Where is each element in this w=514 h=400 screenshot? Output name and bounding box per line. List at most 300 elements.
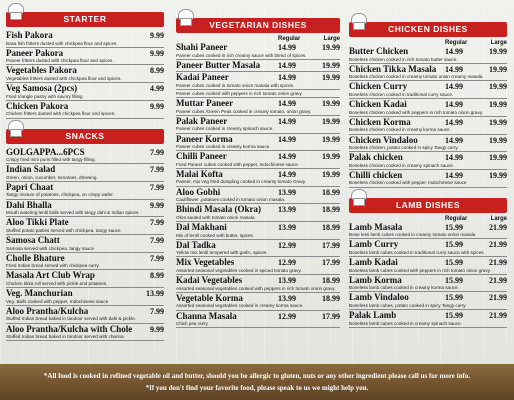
menu-item-description: Bone less lamb cubes cooked in creamy tomato onion masala.	[349, 232, 477, 238]
menu-item-name: Chilli Paneer	[176, 151, 227, 162]
menu-item	[6, 218, 164, 235]
menu-item-row	[176, 312, 340, 322]
size-large-label: Large	[490, 215, 507, 222]
menu-item-name: Aloo Tikki Plate	[6, 217, 69, 228]
menu-item-description: Yellow mix lentil tempered with garlic, spices.	[176, 250, 268, 256]
footer-allergy-note: *All food is cooked in refined vegetable oil and butter, should you be allergic to gluten, nuts or any other ingredient please call us for more info.	[43, 372, 471, 380]
menu-item-price: 7.99	[150, 236, 164, 246]
starter-banner	[6, 12, 164, 27]
menu-item-row	[6, 325, 164, 335]
menu-item	[176, 73, 340, 90]
menu-item-price-large: 19.99	[489, 153, 507, 163]
menu-item-description: Crispy fried mini puris filled with tangy filling.	[6, 157, 96, 163]
menu-item-price-regular: 15.99	[445, 311, 463, 321]
menu-item-price: 7.99	[150, 182, 164, 192]
menu-item-price-large: 19.99	[489, 170, 507, 180]
menu-item-description: Boneless chicken cooked in creamy spinach sauce.	[349, 162, 454, 168]
menu-item-price: 7.99	[150, 253, 164, 263]
menu-item-name: Butter Chicken	[349, 46, 409, 56]
menu-item-description: Assorted seasonal vegetables cooked in creamy korma sauce.	[176, 303, 304, 309]
menu-item-price-large: 19.99	[322, 73, 340, 83]
menu-item	[349, 136, 507, 153]
chef-hat-icon	[178, 9, 192, 25]
menu-item-name: Dahi Bhalla	[6, 199, 52, 210]
menu-item-row	[6, 236, 164, 246]
menu-item-description: Stuffed Indian bread baked in tandoor served with dahi & pickle.	[6, 316, 136, 322]
menu-item	[6, 148, 164, 165]
chef-hat-icon	[8, 3, 22, 19]
menu-item-price-regular: 15.99	[445, 240, 463, 250]
menu-item-description: Chick pea curry	[176, 321, 208, 327]
menu-item-description: Fried Indian bread served with chickpea curry.	[6, 263, 100, 269]
menu-item-row	[6, 49, 164, 59]
menu-item	[6, 84, 164, 101]
menu-item-price: 9.99	[150, 200, 164, 210]
footer	[0, 364, 514, 400]
menu-item-description: Paneer cubes cooked in creamy korma sauce.	[176, 144, 271, 150]
menu-item-price-regular: 13.99	[278, 223, 296, 233]
menu-item-name: Chilli chicken	[349, 169, 403, 180]
menu-item	[349, 118, 507, 135]
menu-item	[349, 65, 507, 82]
menu-item-description: Mix of lentil cooked with butter, spices.	[176, 232, 255, 238]
menu-item-row	[6, 254, 164, 264]
menu-item-divider	[6, 340, 164, 341]
menu-item-row	[6, 183, 164, 193]
menu-item-description: Paneer, mix veg fried dumpling cooked in creamy tomato Gravy.	[176, 179, 307, 185]
menu-item-name: Veg Samosa (2pcs)	[6, 83, 78, 94]
menu-item-row	[176, 43, 340, 53]
menu-item-name: Aloo Prantha/Kulcha with Chole	[6, 323, 133, 334]
menu-item-price-regular: 14.99	[278, 43, 296, 52]
menu-item-row	[349, 258, 507, 268]
menu-item-row	[6, 148, 164, 158]
menu-item-name: Cholle Bhature	[6, 252, 65, 263]
menu-item-name: Chicken Pakora	[6, 100, 69, 111]
menu-item-price-regular: 13.99	[278, 276, 296, 286]
menu-item-description: Boneless chicken cooked in creamy korma sauce.	[349, 127, 451, 133]
menu-item	[349, 100, 507, 117]
menu-item-description: Boneless lamb cubes cooked in traditional curry sauce with spices.	[349, 249, 485, 255]
menu-item-price: 4.99	[150, 84, 164, 94]
menu-item-description: Vegetables fritters dusted with chickpea flour and spices.	[6, 75, 122, 81]
menu-item-price: 13.99	[146, 289, 164, 299]
menu-item	[6, 271, 164, 288]
snacks-list	[6, 148, 164, 342]
menu-item	[6, 31, 164, 48]
menu-item	[6, 307, 164, 324]
menu-item-price-large: 21.99	[489, 275, 507, 285]
menu-item-price-regular: 14.99	[445, 100, 463, 110]
menu-item-name: Kadai Paneer	[176, 72, 229, 83]
menu-item-price-large: 19.99	[322, 60, 340, 70]
menu-item-name: Muttar Paneer	[176, 98, 234, 109]
menu-item-row	[176, 241, 340, 251]
left-column	[6, 6, 164, 341]
menu-item-price-large: 21.99	[489, 240, 507, 250]
menu-item-row	[6, 218, 164, 228]
starter-title: STARTER	[63, 14, 107, 24]
middle-column	[176, 6, 340, 328]
menu-item-row	[176, 170, 340, 180]
menu-item-row	[349, 311, 507, 321]
menu-item-row	[6, 165, 164, 175]
menu-item-description: Fried triangle pastry with savory filling	[6, 93, 83, 99]
menu-item-name: Chicken Korma	[349, 116, 411, 127]
menu-item-row	[349, 293, 507, 303]
menu-item-row	[6, 31, 164, 41]
menu-item-row	[176, 152, 340, 162]
chef-hat-icon	[8, 120, 22, 136]
menu-item-price-large: 19.99	[489, 135, 507, 145]
menu-item-description: Boneless lamb cubes cooked in creamy spinach sauce.	[349, 320, 462, 326]
menu-item-price-large: 19.99	[489, 117, 507, 127]
chicken-list	[349, 47, 507, 188]
menu-item-description: Okra sauted with tomato onion masala.	[176, 214, 256, 220]
menu-item-name: Chicken Vindaloo	[349, 134, 418, 145]
menu-item-price: 8.99	[150, 271, 164, 281]
menu-item-name: Dal Makhani	[176, 222, 227, 233]
menu-item-price-regular: 14.99	[445, 153, 463, 163]
menu-item-row	[349, 153, 507, 163]
chef-hat-icon	[351, 13, 365, 29]
size-regular-label: Regular	[445, 40, 468, 46]
menu-item-price-large: 19.99	[322, 116, 340, 126]
size-large-label: Large	[323, 36, 340, 42]
menu-item-price-regular: 15.99	[445, 222, 463, 232]
menu-item-price: 7.99	[150, 147, 164, 157]
menu-item-name: Lamb Masala	[349, 221, 403, 232]
menu-item-price: 9.99	[150, 324, 164, 334]
menu-item	[6, 183, 164, 200]
menu-item-description: Boneless lamb cubes cooked with peppers in rich tomato onion gravy.	[349, 267, 491, 273]
menu-item-description: Paneer cubes /Green Peas cooked in creamy tomato, onion gravy.	[176, 108, 312, 114]
menu-item-price-regular: 15.99	[445, 258, 463, 268]
menu-item-name: Paneer Butter Masala	[176, 59, 261, 70]
menu-item-description: Boneless chicken cooked in rich tomato butter sauce.	[349, 56, 458, 62]
veg-banner	[176, 18, 340, 33]
chicken-title: CHICKEN DISHES	[388, 24, 468, 34]
menu-item-description: Paneer cubes cooked in tomato onion masala with spices.	[176, 82, 295, 88]
menu-item-name: Palak Paneer	[176, 115, 228, 126]
menu-item	[349, 276, 507, 293]
menu-item	[349, 293, 507, 310]
menu-item	[6, 254, 164, 271]
lamb-size-header	[349, 216, 507, 222]
menu-item-name: Masala Art Club Wrap	[6, 270, 95, 281]
menu-item-name: Shahi Paneer	[176, 42, 228, 52]
menu-item-row	[176, 135, 340, 145]
menu-item-description: Chicken fritters dusted with chickpea flour and spices.	[6, 111, 116, 117]
menu-item-description: Paneer cubes cooked in rich creamy sauce with blend of spices.	[176, 52, 307, 58]
menu-item-description: Fried Paneer cubes cooked with pepper, Indochinese sauce.	[176, 161, 300, 167]
menu-item-price-large: 17.99	[322, 258, 340, 268]
menu-item-row	[6, 84, 164, 94]
menu-item-description: Boneless chicken cooked with peppers in rich tomato onion gravy.	[349, 109, 483, 115]
menu-item	[176, 152, 340, 169]
menu-item-description: Green, onion, cucumber, tomatoes, dressing.	[6, 174, 98, 180]
size-regular-label: Regular	[445, 215, 468, 222]
right-column	[349, 6, 507, 328]
menu-item	[176, 223, 340, 240]
menu-item-price-large: 21.99	[489, 222, 507, 232]
menu-item-price-large: 19.99	[489, 100, 507, 110]
menu-item-description: Boneless chicken cooked in creamy tomato onion creamy masala.	[349, 74, 484, 80]
menu-item-description: Boneless lamb cubes cooked in creamy korma sauce.	[349, 285, 459, 291]
menu-item-price-regular: 12.99	[278, 311, 296, 321]
menu-item-row	[176, 276, 340, 286]
menu-item-row	[349, 171, 507, 181]
menu-item-price-large: 21.99	[489, 293, 507, 303]
menu-item-row	[349, 240, 507, 250]
menu-item-price-regular: 14.99	[445, 82, 463, 92]
lamb-banner	[349, 198, 507, 213]
menu-item-divider	[176, 89, 340, 90]
menu-item-description: Samosa served with chickpea, tangy sauce	[6, 245, 95, 251]
menu-item-price-regular: 14.99	[278, 99, 296, 109]
menu-item-divider	[6, 118, 164, 119]
menu-item-name: Lamb Vindaloo	[349, 292, 409, 303]
snacks-title: SNACKS	[65, 130, 105, 141]
menu-item	[176, 276, 340, 293]
size-large-label: Large	[490, 40, 507, 46]
menu-item-description: Boneless chicken cooked with pepper, Indochinese sauce	[349, 180, 467, 186]
menu-item-description: Stuffed Indian bread baked in tandoor served with channa	[6, 334, 124, 340]
menu-item-description: Stuffed potato patties served with chickpea, tangy sauce.	[6, 227, 122, 233]
menu-item-price-regular: 14.99	[278, 116, 296, 126]
menu-item	[176, 312, 340, 329]
menu-item-name: Dal Tadka	[176, 239, 216, 250]
lamb-list	[349, 223, 507, 328]
menu-item-price-regular: 14.99	[278, 60, 296, 70]
menu-item-description: Tangy mixture of potatoes, chickpea, on crispy wafer.	[6, 192, 114, 198]
menu-item	[349, 223, 507, 240]
menu-item-description: Paneer fritters dusted with chickpea flour and spices.	[6, 58, 114, 64]
menu-item-row	[176, 258, 340, 268]
menu-item-price-large: 18.99	[322, 293, 340, 303]
menu-item-description: Paneer cubes cooked in creamy spinach sauce.	[176, 126, 274, 132]
menu-item	[176, 61, 340, 73]
menu-item-row	[349, 276, 507, 286]
menu-item-price: 9.99	[150, 101, 164, 111]
menu-item-price-large: 17.99	[322, 311, 340, 321]
menu-item-price-large: 18.99	[322, 187, 340, 197]
menu-item-name: Vegetables Pakora	[6, 65, 77, 76]
menu-item-row	[349, 223, 507, 233]
menu-item-price: 9.99	[150, 31, 164, 40]
menu-item-name: Kadai Vegetables	[176, 275, 243, 286]
menu-item	[6, 325, 164, 342]
menu-item	[6, 165, 164, 182]
menu-item	[6, 289, 164, 306]
menu-item-name: Chicken Kadai	[349, 99, 407, 110]
menu-item-price-regular: 14.99	[445, 47, 463, 56]
menu-item-description: Boneless chicken cooked in traditional curry sauce.	[349, 91, 454, 97]
menu-item-row	[176, 117, 340, 127]
menu-item-price-large: 19.99	[489, 47, 507, 56]
menu-item-name: Aloo Prantha/Kulcha	[6, 305, 89, 316]
menu-item	[176, 91, 340, 98]
menu-item-row	[176, 223, 340, 233]
menu-item-price-large: 19.99	[322, 152, 340, 162]
menu-item	[176, 43, 340, 60]
menu-item-price-regular: 14.99	[445, 64, 463, 74]
menu-item-price-regular: 14.99	[445, 170, 463, 180]
menu-item-row	[6, 271, 164, 281]
menu-item-name: GOLGAPPA...6PCS	[6, 146, 85, 157]
menu-item-price-large: 21.99	[489, 258, 507, 268]
menu-item-name: Lamb Curry	[349, 239, 399, 250]
menu-item-row	[176, 294, 340, 304]
menu-item-price-regular: 12.99	[278, 240, 296, 250]
menu-item-description: Basa fish fritters dusted with chickpea flour and spices.	[6, 40, 118, 46]
menu-item-name: Lamb Korma	[349, 274, 402, 285]
menu-item	[6, 236, 164, 253]
menu-item	[6, 201, 164, 218]
menu-item-price-regular: 12.99	[278, 258, 296, 268]
menu-item-name: Bhindi Masala (Okra)	[176, 204, 262, 215]
menu-item	[176, 117, 340, 134]
menu-item-description: Veg. Balls cooked with pepper, Indochinese sauce	[6, 298, 109, 304]
menu-item-description: Chicken tikka roll served with pickle and potatoes.	[6, 280, 108, 286]
veg-list	[176, 43, 340, 328]
menu-item-price-large: 19.99	[322, 99, 340, 109]
veg-title: VEGETARIAN DISHES	[209, 20, 307, 30]
menu-item-name: Papri Chaat	[6, 181, 54, 192]
menu-item-price: 7.99	[150, 165, 164, 175]
menu-item-name: Vegetable Korma	[176, 292, 243, 303]
menu-item-divider	[176, 327, 340, 328]
menu-item-name: Malai Kofta	[176, 168, 223, 179]
menu-item-price-large: 21.99	[489, 311, 507, 321]
menu-item-price-regular: 15.99	[445, 275, 463, 285]
menu-item-row	[349, 47, 507, 57]
menu-item-name: Lamb Kadai	[349, 257, 398, 268]
menu-item-name: Samosa Chatt	[6, 235, 60, 246]
menu-item-price-regular: 13.99	[278, 293, 296, 303]
menu-item-name: Aloo Gobhi	[176, 186, 221, 197]
menu-item-divider	[349, 327, 507, 328]
menu-item-price-large: 19.99	[489, 82, 507, 92]
menu-item	[349, 240, 507, 257]
menu-item-row	[6, 102, 164, 112]
menu-item	[349, 311, 507, 328]
footer-request-note: *If you don't find your favorite food, please speak to us we might help you.	[145, 384, 369, 392]
menu-item-price-regular: 14.99	[445, 135, 463, 145]
menu-item-row	[176, 188, 340, 198]
menu-item-price-regular: 14.99	[278, 134, 296, 144]
menu-item-price-large: 19.99	[322, 169, 340, 179]
menu-item-price-large: 18.99	[322, 223, 340, 233]
menu-item-price: 7.99	[150, 218, 164, 228]
menu-item	[6, 49, 164, 66]
menu-item-name: Paneer Korma	[176, 133, 233, 144]
menu-item-price-large: 19.99	[489, 64, 507, 74]
menu-item-row	[349, 118, 507, 128]
menu-item	[349, 153, 507, 170]
menu-item	[176, 188, 340, 205]
menu-item-price-large: 17.99	[322, 240, 340, 250]
menu-item-price: 8.99	[150, 66, 164, 76]
menu-item-description: Cauliflower ,potatoes cooked in tomato onion masala.	[176, 197, 286, 203]
menu-item-row	[176, 73, 340, 83]
menu-item-price-large: 19.99	[322, 43, 340, 52]
menu-item	[349, 171, 507, 188]
menu-item-name: Indian Salad	[6, 164, 56, 175]
menu-item	[176, 135, 340, 152]
menu-item-price-regular: 14.99	[445, 117, 463, 127]
menu-item-price-regular: 13.99	[278, 205, 296, 215]
menu-item-name: Channa Masala	[176, 310, 237, 321]
menu-item-description: Boneless lamb cubes, potato cooked in spicy Tangy curry.	[349, 302, 467, 308]
menu-item-divider	[349, 187, 507, 188]
menu-item-price-regular: 14.99	[278, 169, 296, 179]
chef-hat-icon	[351, 189, 365, 205]
menu-item-row	[176, 205, 340, 215]
menu-item-name: Chicken Curry	[349, 81, 408, 92]
menu-item-row	[349, 82, 507, 92]
menu-item-row	[349, 136, 507, 146]
menu-item-row	[6, 201, 164, 211]
menu-item	[176, 294, 340, 311]
menu-item-description: Paneer cubes cooked with peppers in rich tomato onion gravy.	[176, 90, 303, 96]
menu-item-name: Fish Pakora	[6, 30, 53, 40]
menu-item-price: 7.99	[150, 306, 164, 316]
menu-item-price-regular: 15.99	[445, 293, 463, 303]
menu-item-price-large: 19.99	[322, 134, 340, 144]
menu-item-row	[6, 307, 164, 317]
menu-item	[349, 258, 507, 275]
menu-item-row	[6, 66, 164, 76]
menu-item-description: Assorted seasonal vegetables cooked with peppers in rich tomato onion gravy.	[176, 285, 336, 291]
menu-item	[6, 102, 164, 119]
snacks-banner	[6, 129, 164, 144]
menu-item-row	[6, 289, 164, 299]
menu-item-row	[176, 99, 340, 109]
menu-item-row	[349, 65, 507, 75]
menu-item	[349, 82, 507, 99]
menu-item-price: 9.99	[150, 48, 164, 58]
menu-item-description: Boneless chicken, potato cooked in spicy Tangy curry.	[349, 145, 459, 151]
menu-item	[176, 170, 340, 187]
lamb-title: LAMB DISHES	[395, 199, 461, 210]
menu-item-price-regular: 14.99	[278, 73, 296, 83]
chicken-banner	[349, 22, 507, 37]
menu-item-name: Mix Vegetables	[176, 257, 235, 268]
menu-item	[349, 47, 507, 64]
menu-item-row	[349, 100, 507, 110]
menu-item	[176, 99, 340, 116]
menu-item-name: Chicken Tikka Masala	[349, 63, 437, 74]
menu-item-price-regular: 14.99	[278, 152, 296, 162]
menu-item	[176, 205, 340, 222]
menu-item-name: Paneer Pakora	[6, 47, 64, 58]
menu-item-price-large: 18.99	[322, 205, 340, 215]
menu-item-name: Palak Lamb	[349, 310, 397, 321]
menu-item	[176, 241, 340, 258]
menu-item-price-large: 18.99	[322, 276, 340, 286]
menu-item-name: Veg. Manchurian	[6, 288, 73, 299]
menu-item-description: Assorted seasonal vegetables cooked in spiced tomato gravy.	[176, 267, 302, 273]
menu-item-row	[176, 61, 340, 71]
menu-item-description: Mouth watering lentil balls served with tangy dahi & Indian spices.	[6, 210, 140, 216]
menu-item	[176, 258, 340, 275]
size-regular-label: Regular	[278, 36, 301, 42]
menu-item-name: Palak chicken	[349, 152, 403, 163]
menu-item-price-regular: 13.99	[278, 187, 296, 197]
starter-list	[6, 31, 164, 119]
menu-item	[6, 66, 164, 83]
